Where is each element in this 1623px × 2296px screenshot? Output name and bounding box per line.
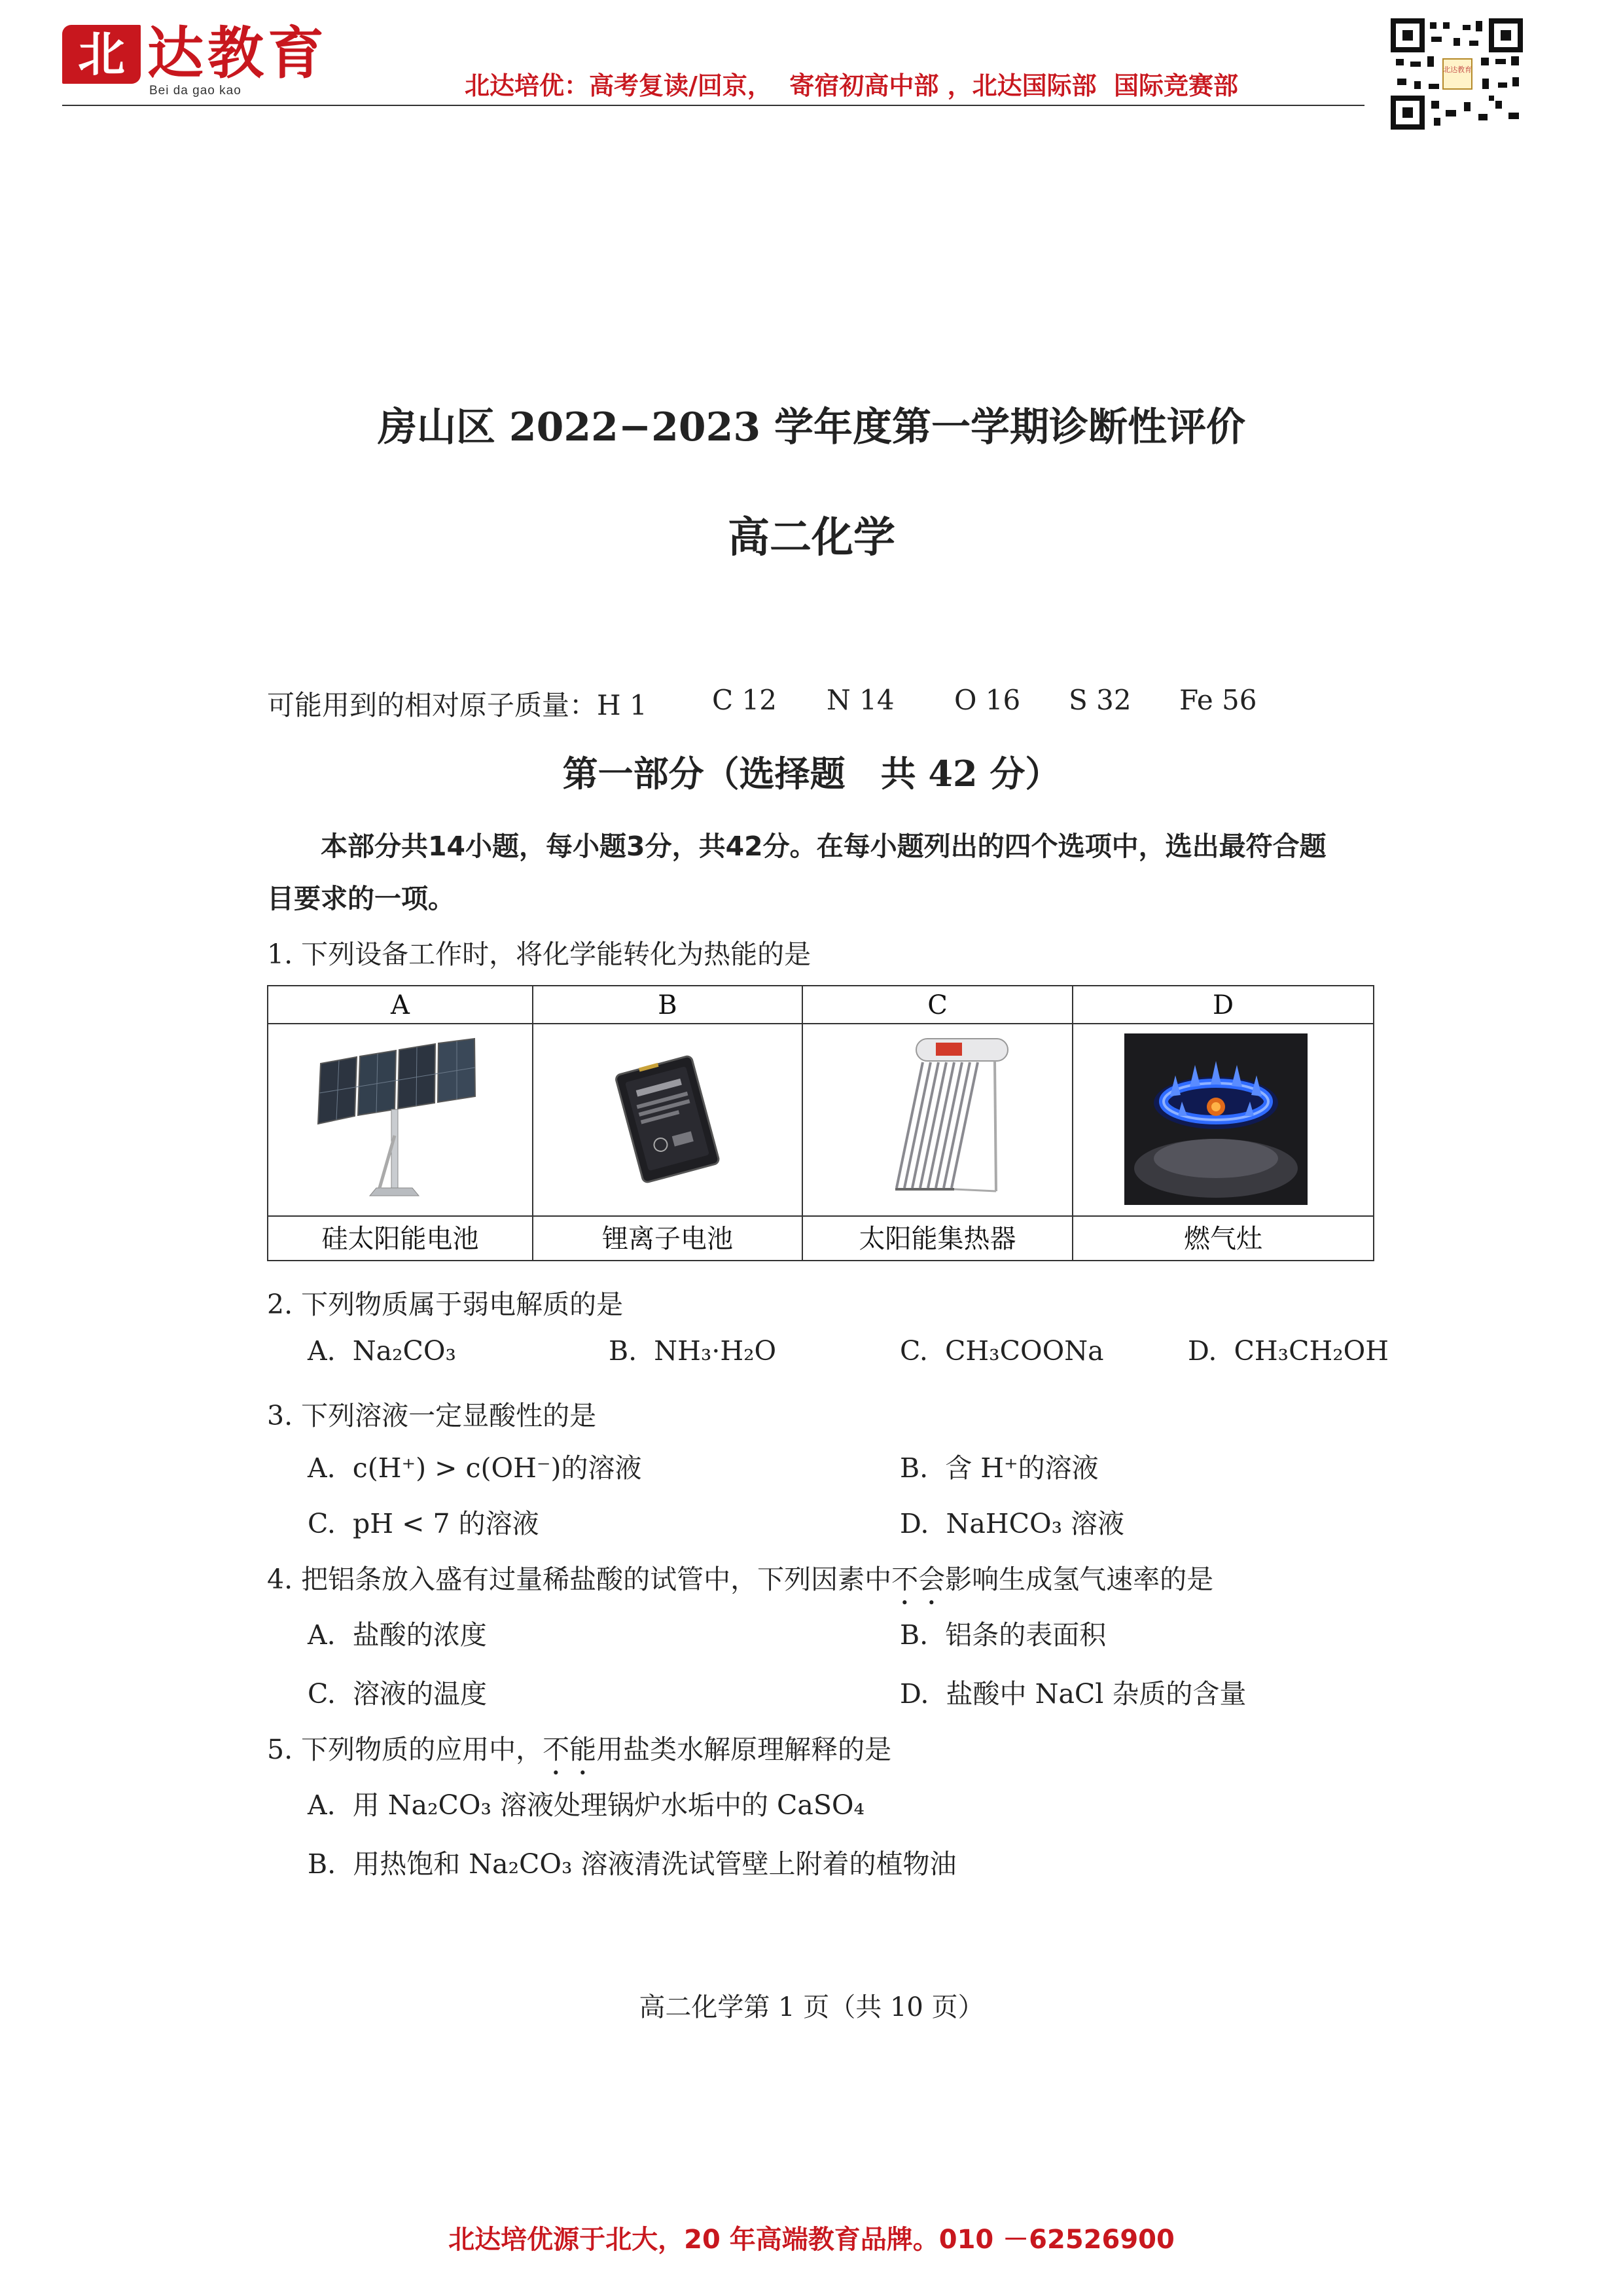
q4-option-a: A. 盐酸的浓度 — [308, 1619, 487, 1651]
atomic-mass-n: N 14 — [827, 684, 895, 716]
atomic-mass-fe: Fe 56 — [1179, 684, 1257, 716]
q1-col-b: B — [658, 990, 677, 1020]
logo-mark: 北 — [62, 25, 141, 84]
q4-option-c: C. 溶液的温度 — [308, 1678, 488, 1710]
solar-water-heater-image — [844, 1024, 1034, 1215]
q3-option-a: A. c(H⁺) > c(OH⁻)的溶液 — [308, 1452, 642, 1484]
q3-option-c: C. pH < 7 的溶液 — [308, 1508, 539, 1539]
q3-stem: 3. 下列溶液一定显酸性的是 — [267, 1400, 597, 1431]
lithium-battery-image — [576, 1024, 759, 1215]
q1-options-table — [267, 985, 1374, 1261]
q1-col-c: C — [927, 990, 948, 1020]
q3-option-b: B. 含 H⁺的溶液 — [900, 1452, 1099, 1484]
q4-option-d: D. 盐酸中 NaCl 杂质的含量 — [900, 1678, 1247, 1710]
atomic-mass-o: O 16 — [954, 684, 1021, 716]
exam-title: 房山区 2022−2023 学年度第一学期诊断性评价 — [377, 404, 1246, 450]
q1-caption-a: 硅太阳能电池 — [321, 1224, 479, 1254]
solar-panel-image — [308, 1024, 497, 1215]
atomic-masses-label: 可能用到的相对原子质量：H 1 — [267, 689, 647, 721]
q4-option-b: B. 铝条的表面积 — [900, 1619, 1107, 1651]
q3-option-d: D. NaHCO₃ 溶液 — [900, 1508, 1125, 1539]
q2-option-b: B. NH₃·H₂O — [609, 1335, 777, 1367]
part1-instruction-line2: 目要求的一项。 — [267, 883, 455, 914]
q4-emphasis: 不会 — [891, 1564, 946, 1595]
q1-stem: 1. 下列设备工作时，将化学能转化为热能的是 — [267, 939, 812, 970]
logo-pinyin: Bei da gao kao — [149, 84, 241, 98]
header-slogan: 北达培优：高考复读/回京， 寄宿初高中部 ，北达国际部 国际竞赛部 — [465, 71, 1239, 100]
gas-stove-flame-image — [1118, 1024, 1314, 1215]
q2-stem: 2. 下列物质属于弱电解质的是 — [267, 1289, 624, 1320]
q2-option-d: D. CH₃CH₂OH — [1188, 1335, 1389, 1367]
footer-advert: 北达培优源于北大，20 年高端教育品牌。010 －62526900 — [448, 2225, 1175, 2255]
q2-option-a: A. Na₂CO₃ — [308, 1335, 456, 1367]
q5-emphasis: 不能 — [543, 1734, 597, 1765]
q5-option-b: B. 用热饱和 Na₂CO₃ 溶液清洗试管壁上附着的植物油 — [308, 1848, 957, 1880]
atomic-mass-c: C 12 — [712, 684, 777, 716]
logo-name: 达教育 — [147, 20, 328, 86]
q1-caption-d: 燃气灶 — [1184, 1224, 1262, 1254]
q1-caption-c: 太阳能集热器 — [859, 1224, 1016, 1254]
q1-caption-b: 锂离子电池 — [602, 1224, 733, 1254]
q4-stem: 4. 把铝条放入盛有过量稀盐酸的试管中，下列因素中不会影响生成氢气速率的是 — [267, 1564, 1214, 1595]
atomic-mass-s: S 32 — [1069, 684, 1132, 716]
page-number: 高二化学第 1 页（共 10 页） — [639, 1992, 984, 2022]
q5-option-a: A. 用 Na₂CO₃ 溶液处理锅炉水垢中的 CaSO₄ — [308, 1789, 865, 1821]
qr-label: 北达教育 — [1443, 65, 1472, 74]
header-divider — [62, 105, 1364, 106]
q2-option-c: C. CH₃COONa — [900, 1335, 1104, 1367]
q1-col-d: D — [1212, 990, 1234, 1020]
part1-title: 第一部分（选择题 共 42 分） — [562, 753, 1061, 795]
qr-code-icon — [1391, 18, 1523, 130]
part1-instruction-line1: 本部分共14小题，每小题3分，共42分。在每小题列出的四个选项中，选出最符合题 — [321, 831, 1327, 862]
exam-subject: 高二化学 — [728, 513, 895, 562]
q5-stem: 5. 下列物质的应用中，不能用盐类水解原理解释的是 — [267, 1734, 892, 1765]
q1-col-a: A — [391, 990, 410, 1020]
